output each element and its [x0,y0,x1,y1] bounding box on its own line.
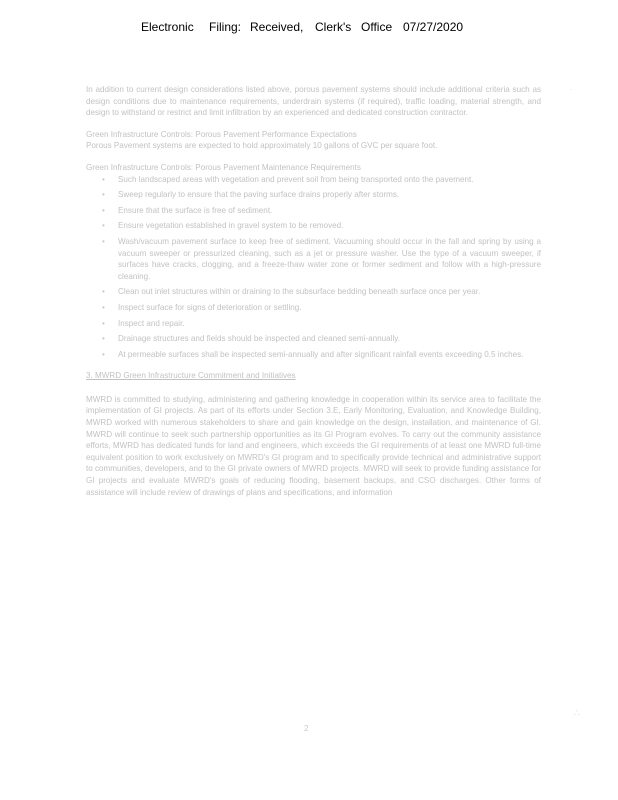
stamp-electronic: Electronic [141,20,194,34]
list-item: • At permeable surfaces shall be inspected semi-annually and after significant rainfall events exceeding 0.5 inches. [118,349,541,361]
paragraph-intro: In addition to current design considerations listed above, porous pavement systems should include additional criteria such as design conditions due to maintenance requirements, underdrain systems (if required), traffic loading, material strength, and design to withstand or restrict and limit infiltration by an experienced and dedicated construction contractor. [86,85,541,118]
heading-maintenance: Green Infrastructure Controls: Porous Pavement Maintenance Requirements [86,162,361,172]
scan-speck: ∴ [574,708,580,718]
page-number: 2 [304,724,309,733]
list-item: • Sweep regularly to ensure that the paving surface drains properly after storms. [118,189,541,201]
stamp-clerks: Clerk's [315,20,352,34]
list-item: • Wash/vacuum pavement surface to keep free of sediment. Vacuuming should occur in the fall and spring by using a vacuum sweeper or pressurized cleaning, such as a jet or pressure washer. Use the type of a vacuum sweeper, if surfaces have cracks, clogging, and a freeze-thaw water zone or former sediment and follow with a high-pressure cleaning. [118,236,541,282]
list-item: • Ensure that the surface is free of sediment. [118,205,541,217]
list-item: • Clean out inlet structures within or draining to the subsurface bedding beneath surface once per year. [118,286,541,298]
scan-speck: ˙ [570,88,573,98]
maintenance-list [86,174,541,361]
paragraph-commitment: MWRD is committed to studying, administering and gathering knowledge in cooperation within its service area to facilitate the implementation of GI projects. As part of its efforts under Section 3.E, Early Monitoring, Evaluation, and Knowledge Building, MWRD worked with numerous stakeholders to share and gain knowledge on the design, installation, and maintenance of GI. MWRD will continue to seek such partnership opportunities as its GI Program evolves. To carry out the community assistance efforts, MWRD has dedicated funds for land and engineers, which exceeds the GI requirements of at least one MWRD full-time equivalent position to work exclusively on MWRD's GI program and to specifically provide technical and administrative support to communities, developers, and to the GI private owners of MWRD projects. MWRD will seek to provide funding assistance for GI projects and evaluate MWRD's goals of reducing flooding, basement backups, and CSO discharges. Other forms of assistance will include review of drawings of plans and specifications, and information [86,394,541,497]
list-item: • Such landscaped areas with vegetation and prevent soil from being transported onto the pavement. [118,174,541,186]
stamp-date: 07/27/2020 [403,20,464,34]
list-item: • Inspect surface for signs of deterioration or settling. [118,302,541,314]
paragraph-performance: Porous Pavement systems are expected to hold approximately 10 gallons of GVC per square foot. [86,141,438,151]
list-item: • Ensure vegetation established in gravel system to be removed. [118,220,541,232]
section-heading: 3. MWRD Green Infrastructure Commitment and Initiatives [86,371,296,381]
heading-performance: Green Infrastructure Controls: Porous Pavement Performance Expectations [86,129,357,139]
document-body [86,84,541,508]
stamp-received: Received, [250,20,304,34]
list-item: • Drainage structures and fields should be inspected and cleaned semi-annually. [118,333,541,345]
list-item: • Inspect and repair. [118,318,541,330]
stamp-office: Office [361,20,393,34]
stamp-filing: Filing: [209,20,242,34]
